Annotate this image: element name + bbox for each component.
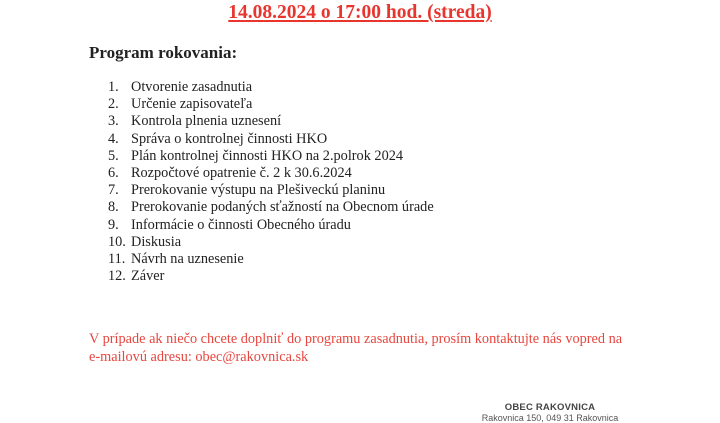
- stamp-address: Rakovnica 150, 049 31 Rakovnica: [481, 413, 619, 423]
- agenda-item-number: 5.: [108, 147, 119, 164]
- agenda-item-label: Diskusia: [131, 233, 182, 250]
- agenda-item-label: Prerokovanie výstupu na Plešiveckú planinu: [131, 182, 386, 199]
- agenda-item-number: 8.: [108, 199, 119, 216]
- agenda-item-number: 2.: [108, 96, 119, 113]
- agenda-item-number: 12.: [108, 268, 126, 285]
- agenda-item-number: 10.: [108, 233, 126, 250]
- meeting-date-text: 14.08.2024 o 17:00 hod. (streda): [228, 2, 492, 23]
- agenda-item-number: 1.: [108, 79, 119, 95]
- agenda-item-number: 9.: [108, 216, 119, 233]
- agenda-item-label: Návrh na uznesenie: [131, 251, 244, 268]
- contact-notice-line-2: e-mailovú adresu: obec@rakovnica.sk: [89, 349, 309, 365]
- agenda-item-label: Kontrola plnenia uznesení: [131, 113, 282, 130]
- agenda-item-label: Záver: [131, 268, 165, 285]
- agenda-item-label: Informácie o činnosti Obecného úradu: [131, 216, 351, 233]
- agenda-item-label: Správa o kontrolnej činnosti HKO: [131, 130, 328, 147]
- agenda-list: [108, 79, 434, 285]
- agenda-item-number: 3.: [108, 113, 119, 130]
- agenda-item: [108, 148, 434, 165]
- agenda-item: [108, 268, 434, 285]
- stamp-title: OBEC RAKOVNICA: [504, 402, 596, 413]
- agenda-item: [108, 96, 434, 113]
- agenda-item: [108, 234, 434, 251]
- agenda-item-label: Otvorenie zasadnutia: [131, 79, 253, 95]
- contact-notice: [89, 330, 669, 366]
- agenda-item-number: 7.: [108, 182, 119, 199]
- agenda-item: [108, 199, 434, 216]
- agenda-item-label: Prerokovanie podaných sťažností na Obecnom úrade: [131, 199, 434, 216]
- agenda-item: [108, 79, 434, 96]
- agenda-item-number: 11.: [108, 251, 126, 268]
- agenda-item-label: Rozpočtové opatrenie č. 2 k 30.6.2024: [131, 165, 352, 182]
- agenda-item: [108, 217, 434, 234]
- meeting-date-heading: [0, 2, 720, 24]
- agenda-item-label: Určenie zapisovateľa: [131, 96, 253, 113]
- agenda-item: [108, 251, 434, 268]
- agenda-item: [108, 165, 434, 182]
- program-title: Program rokovania:: [89, 43, 238, 62]
- agenda-item: [108, 131, 434, 148]
- agenda-item-number: 4.: [108, 130, 119, 147]
- contact-notice-line-1: V prípade ak niečo chcete doplniť do programu zasadnutia, prosím kontaktujte nás vopred na: [89, 331, 623, 347]
- agenda-item: [108, 182, 434, 199]
- agenda-item-label: Plán kontrolnej činnosti HKO na 2.polrok 2024: [131, 147, 404, 164]
- agenda-item: [108, 113, 434, 130]
- agenda-item-number: 6.: [108, 165, 119, 182]
